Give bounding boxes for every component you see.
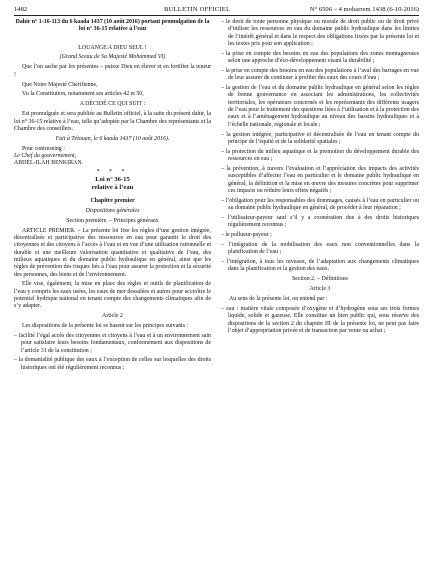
principle-item: – l’intégration, à tous les niveaux, de l’adaptation aux changements climatiques dans la planification et la gestion des eaux. bbox=[221, 259, 419, 273]
chapter-heading: Chapitre premier bbox=[90, 198, 135, 205]
principle-item: – le droit de toute personne physique ou morale de droit public ou de droit privé d’utiliser les ressources en eau du domaine public hydraulique dans les limites de l’intérêt général et dans le respect des obligations fixées par la présente loi et les textes pris pour son application ; bbox=[221, 19, 419, 47]
principle-item: – la protection du milieu aquatique et la promotion du développement durable des ressources en eau ; bbox=[221, 148, 419, 163]
article-3-intro: Au sens de la présente loi, on entend par : bbox=[229, 296, 328, 303]
principle-item: – la prise en compte des besoins en eau des populations des zones montagneuses selon une approche d’éco-développement visant la durabilité ; bbox=[221, 50, 419, 65]
fait-line: Fait à Tétouan, le 6 kaada 1437 (10 août 2016). bbox=[55, 135, 170, 142]
seal-line: (Grand Sceau de Sa Majesté Mohammed VI) bbox=[59, 54, 166, 61]
principle-item: – la prévention, à travers l’évaluation et l’appréciation des impacts des activités susceptibles d’affecter l’eau en particulier et le domaine public hydraulique en général, la définition et la mise en œuvre des mesures concrètes pour supprimer ces impacts ou réduire leurs effets négatifs ; bbox=[221, 165, 419, 194]
law-subject: relative à l’eau bbox=[91, 183, 134, 191]
principle-item: – la gestion intégrée, participative et décentralisée de l’eau en tenant compte du principe de l’équité et de la solidarité spatiales ; bbox=[221, 131, 419, 145]
promulgation-paragraph: Est promulguée et sera publiée au Bulletin officiel, à la suite du présent dahir, la loi n° 36-15 relative à l’eau, telle qu’adoptée par la Chambre des représentants et la Chambre des conseillers. bbox=[14, 111, 211, 132]
dahir-title: Dahir n° 1-16-113 du 6 kaada 1437 (10 août 2016) portant promulgation de la loi n° 36-15 relative à l’eau bbox=[15, 19, 210, 33]
law-title bbox=[14, 176, 211, 193]
principle-item: – la gestion de l’eau et du domaine public hydraulique en général selon les règles de bonne gouvernance en associant les administrations, les collectivités territoriales, les opérateurs concernés et les représentants des différents usagers de l’eau pour le traitement des questions liées à l’utilisation et à la protection des eaux et à l’aménagement hydraulique au niveau des bassins hydrauliques et à l’échelle nationale, régionale et locale ; bbox=[221, 85, 419, 128]
article-1-paragraph-2: Elle vise, également, la mise en place des règles et outils de planification de l’eau y compris les eaux usées, les eaux de mer dessalées et autres pour accroître le potentiel hydrique national en tenant compte des changements climatiques afin de s’y adapter. bbox=[14, 281, 211, 310]
louange-heading: LOUANGE A DIEU SEUL ! bbox=[78, 44, 147, 51]
right-column bbox=[221, 19, 419, 338]
principle-item: – l’intégration de la mobilisation des eaux non conventionnelles dans la planification de l’eau ; bbox=[221, 241, 419, 256]
definition-eau: – eau : matière vitale composée d’oxygène et d’hydrogène sous ses trois formes liquide, solide et gazeuse. Elle constitue un bien public qui, sous réserve des dispositions de la section 2 du chapitre III de la présente loi, ne peut pas faire l’objet d’appropriation privée et de transaction par vente ou achat ; bbox=[221, 306, 419, 334]
law-number: Loi n° 36-15 bbox=[95, 175, 130, 183]
section-2-heading: Section 2. – Définitions bbox=[292, 276, 348, 283]
article-1-text: ARTICLE PREMIER. – La présente loi fixe les règles d’une gestion intégrée, décentralisée et participative des ressources en eau pour garantir le droit des citoyennes et des citoyens à l’accès à l’eau et en vue d’une utilisation rationnelle et durable et une meilleure valorisation quantitative et qualitative de l’eau, des milieux aquatiques et du domaine public hydraulique en général, ainsi que les règles de prévention des risques liés à l’eau pour assurer la protection et la sécurité des personnes, des biens et de l’environnement. bbox=[14, 227, 211, 278]
issue-number: N° 6506 – 4 moharrem 1438 (6-10-2016) bbox=[309, 6, 419, 13]
page-number: 1482 bbox=[14, 6, 28, 13]
preamble-paragraph: Que l’on sache par les présentes – puisse Dieu en élever et en fortifier la teneur ! bbox=[14, 64, 211, 78]
signatory-name: ABDEL-ILAH BENKIRAN. bbox=[14, 160, 84, 167]
principle-item: – l’utilisateur-payeur sauf s’il y a exonération due à des droits historiques régulièrement reconnus ; bbox=[221, 214, 419, 229]
principle-item: – la domanialité publique des eaux à l’exception de celles sur lesquelles des droits historiques ont été régulièrement reconnus ; bbox=[14, 357, 211, 371]
principle-item: – facilité l’égal accès des citoyennes et citoyens à l’eau et à un environnement sain pour satisfaire leurs besoins fondamentaux, conformément aux dispositions de l’article 31 de la constitution ; bbox=[14, 333, 211, 354]
section-heading: Section première. – Principes généraux bbox=[66, 217, 159, 224]
decide-line: A DÉCIDÉ CE QUI SUIT : bbox=[79, 101, 146, 108]
majesty-line: Que Notre Majesté Chérifienne, bbox=[22, 81, 98, 88]
principle-item: – la prise en compte des besoins en eau des populations à l’aval des barrages en vue de leur assurer de continuer à profiter des eaux des cours d’eau ; bbox=[221, 67, 419, 82]
separator-stars: * * * bbox=[96, 168, 129, 175]
left-column bbox=[14, 19, 211, 375]
header-rule bbox=[14, 15, 419, 16]
constitution-line: Vu la Constitution, notamment ses articles 42 et 50, bbox=[22, 91, 144, 98]
chapter-subtitle: Dispositions générales bbox=[85, 207, 140, 214]
chef-line: Le Chef du gouvernement, bbox=[14, 152, 77, 159]
principle-item: – l’obligation pour les responsables des dommages, causés à l’eau en particulier ou au domaine public hydraulique en général, de procéder à leur réparation ; bbox=[221, 197, 419, 211]
article-2-heading: Article 2 bbox=[102, 313, 123, 320]
principle-item: – le pollueur-payeur ; bbox=[221, 232, 272, 239]
contreseing-line: Pour contreseing : bbox=[22, 145, 65, 152]
journal-title: BULLETIN OFFICIEL bbox=[164, 6, 231, 13]
article-3-heading: Article 3 bbox=[309, 286, 331, 293]
article-2-intro: Les dispositions de la présente loi se basent sur les principes suivants : bbox=[22, 323, 189, 330]
